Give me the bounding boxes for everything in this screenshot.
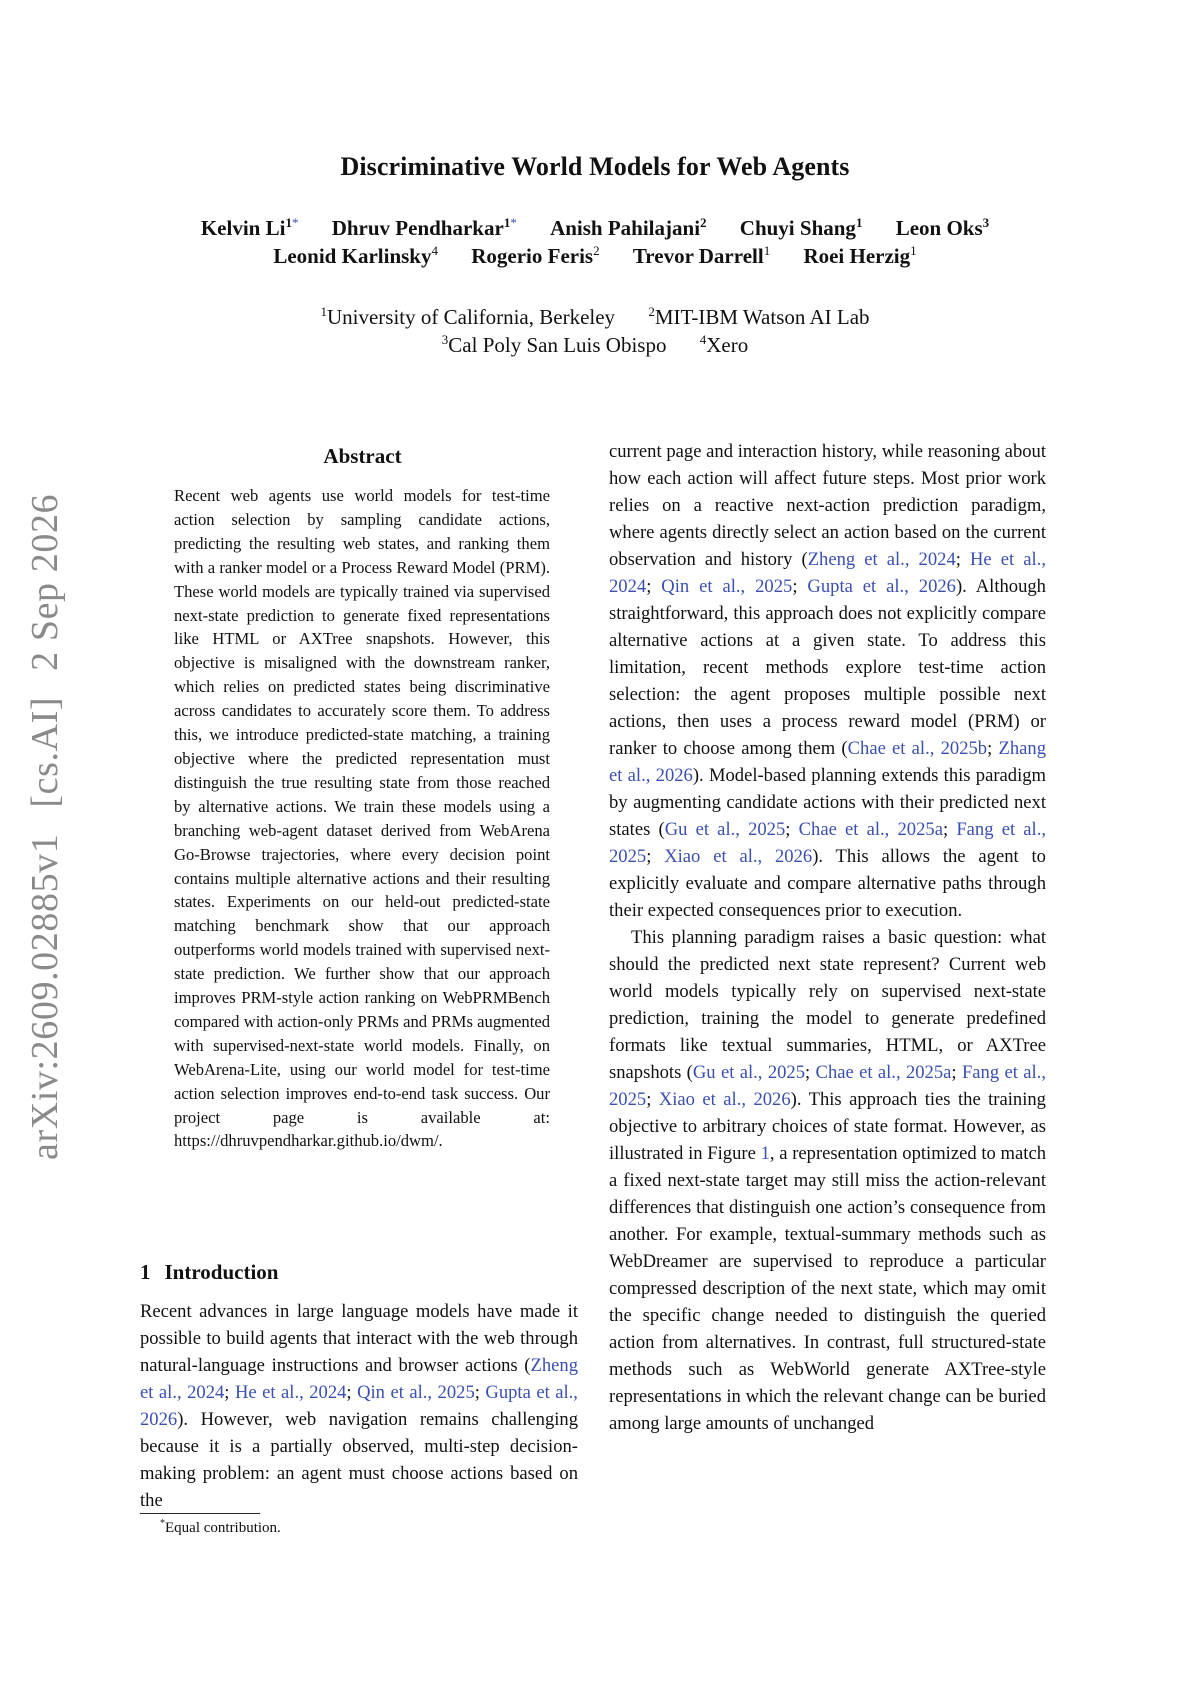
citation-link[interactable]: Fang et al., 2025 <box>609 1062 1046 1110</box>
footnote: *Equal contribution. <box>160 1518 281 1536</box>
citation-link[interactable]: Fang et al., 2025 <box>609 819 1047 867</box>
arxiv-category: [cs.AI] <box>24 696 66 808</box>
citation-link[interactable]: Qin et al., 2025 <box>661 576 793 597</box>
citation-link[interactable]: Gupta et al., 2026 <box>140 1382 578 1430</box>
citation-link[interactable]: Chae et al., 2025a <box>798 819 943 840</box>
author: Roei Herzig$^1$ <box>803 243 917 268</box>
citation-link[interactable]: Chae et al., 2025b <box>847 738 988 759</box>
paper-title: Discriminative World Models for Web Agents <box>340 152 850 181</box>
affiliation: $^2$MIT-IBM Watson AI Lab <box>648 304 870 329</box>
author-list-line-2 <box>0 243 1190 269</box>
author: Leonid Karlinsky$^4$ <box>273 243 438 268</box>
intro-paragraph-1: Recent advances in large language models have made it possible to build agents that interact with the web through natural-language instructions and browser actions (Zheng et al., 2024; He et al., 2024; Qin et al., 2025; Gupta et al., 2026). However, web navigation remains challenging because it is a partially observed, multi-step decision-making problem: an agent must choose actions based on the <box>140 1301 578 1511</box>
citation-link[interactable]: Gu et al., 2025 <box>664 819 786 840</box>
citation-link[interactable]: Xiao et al., 2026 <box>664 846 813 867</box>
citation-link[interactable]: Qin et al., 2025 <box>357 1382 475 1403</box>
section-title: Introduction <box>164 1260 279 1284</box>
citation-link[interactable]: He et al., 2024 <box>234 1382 347 1403</box>
citation-link[interactable]: Gupta et al., 2026 <box>807 576 956 597</box>
affiliation: $^3$Cal Poly San Luis Obispo <box>441 332 667 357</box>
affiliations-line-2 <box>0 332 1190 358</box>
arxiv-identifier <box>23 468 67 1160</box>
author: Leon Oks$^3$ <box>895 215 990 240</box>
abstract-heading: Abstract <box>323 444 402 468</box>
section-number: 1 <box>140 1260 151 1284</box>
citation-link[interactable]: Chae et al., 2025a <box>815 1062 952 1083</box>
author: Anish Pahilajani$^2$ <box>550 215 707 240</box>
author: Chuyi Shang$^1$ <box>739 215 863 240</box>
intro-right-column <box>609 438 1046 1437</box>
arxiv-id: arXiv:2609.02885v1 <box>24 833 66 1160</box>
figure-reference-link[interactable]: 1 <box>760 1143 770 1164</box>
intro-left-column <box>140 1298 578 1514</box>
affiliation: $^4$Xero <box>699 332 749 357</box>
intro-paragraph-2: This planning paradigm raises a basic question: what should the predicted next state represent? Current web world models typically rely on supervised next-state prediction, training the model to generate predefined formats like textual summaries, HTML, or AXTree snapshots (Gu et al., 2025; Chae et al., 2025a; Fang et al., 2025; Xiao et al., 2026). This approach ties the training objective to arbitrary choices of state format. However, as illustrated in Figure 1, a representation optimized to match a fixed next-state target may still miss the action-relevant differences that distinguish one action’s consequence from another. For example, textual-summary methods such as WebDreamer are supervised to reproduce a particular compressed description of the next state, which may omit the specific change needed to distinguish the queried action from alternatives. In contrast, full structured-state methods such as WebWorld generate AXTree-style representations in which the relevant change can be buried among large amounts of unchanged <box>609 927 1046 1434</box>
author: Rogerio Feris$^2$ <box>471 243 600 268</box>
author: Kelvin $Li^{1*}$ <box>200 215 299 240</box>
citation-link[interactable]: Gu et al., 2025 <box>692 1062 806 1083</box>
author: Trevor Darrell$^1$ <box>632 243 771 268</box>
citation-link[interactable]: Zheng et al., 2024 <box>807 549 956 570</box>
abstract-text: Recent web agents use world models for test-time action selection by sampling candidate actions, predicting the resulting web states, and ranking them with a ranker model or a Process Reward Model (PRM). These world models are typically trained via supervised next-state prediction to generate fixed representations like HTML or AXTree snapshots. However, this objective is misaligned with the downstream ranker, which relies on predicted states being discriminative across candidates to accurately score them. To address this, we introduce predicted-state matching, a training objective where the predicted representation must distinguish the true resulting state from those reached by alternative actions. We train these models using a branching web-agent dataset derived from WebArena Go-Browse trajectories, where every decision point contains multiple alternative actions and their resulting states. Experiments on our held-out predicted-state matching benchmark show that our approach outperforms world models trained with supervised next-state prediction. We further show that our approach improves PRM-style action ranking on WebPRMBench compared with action-only PRMs and PRMs augmented with supervised-next-state world models. Finally, on WebArena-Lite, using our world model for test-time action selection improves end-to-end task success. Our project page is available at: https://dhruvpendharkar.github.io/dwm/. <box>174 486 550 1151</box>
citation-link[interactable]: Zhang et al., 2026 <box>609 738 1046 786</box>
author: Dhruv Pendharkar$^{1*}$ <box>331 215 517 240</box>
affiliations-line-1 <box>0 304 1190 330</box>
author-list-line-1 <box>0 215 1190 241</box>
citation-link[interactable]: Xiao et al., 2026 <box>658 1089 791 1110</box>
section-heading-introduction <box>140 1260 292 1285</box>
intro-paragraph-1-continued: current page and interaction history, while reasoning about how each action will affect future steps. Most prior work relies on a reactive next-action prediction paradigm, where agents directly select an action based on the current observation and history (Zheng et al., 2024; He et al., 2024; Qin et al., 2025; Gupta et al., 2026). Although straightforward, this approach does not explicitly compare alternative actions at a given state. To address this limitation, recent methods explore test-time action selection: the agent proposes multiple possible next actions, then uses a process reward model (PRM) or ranker to choose among them (Chae et al., 2025b; Zhang et al., 2026). Model-based planning extends this paradigm by augmenting candidate actions with their predicted next states (Gu et al., 2025; Chae et al., 2025a; Fang et al., 2025; Xiao et al., 2026). This allows the agent to explicitly evaluate and compare alternative paths through their expected consequences prior to execution. <box>609 441 1047 921</box>
affiliation: $^1$University of California, Berkeley <box>320 304 616 329</box>
arxiv-date: 2 Sep 2026 <box>24 493 66 671</box>
citation-link[interactable]: He et al., 2024 <box>609 549 1046 597</box>
footnote-rule <box>140 1513 260 1514</box>
citation-link[interactable]: Zheng et al., 2024 <box>140 1355 578 1403</box>
